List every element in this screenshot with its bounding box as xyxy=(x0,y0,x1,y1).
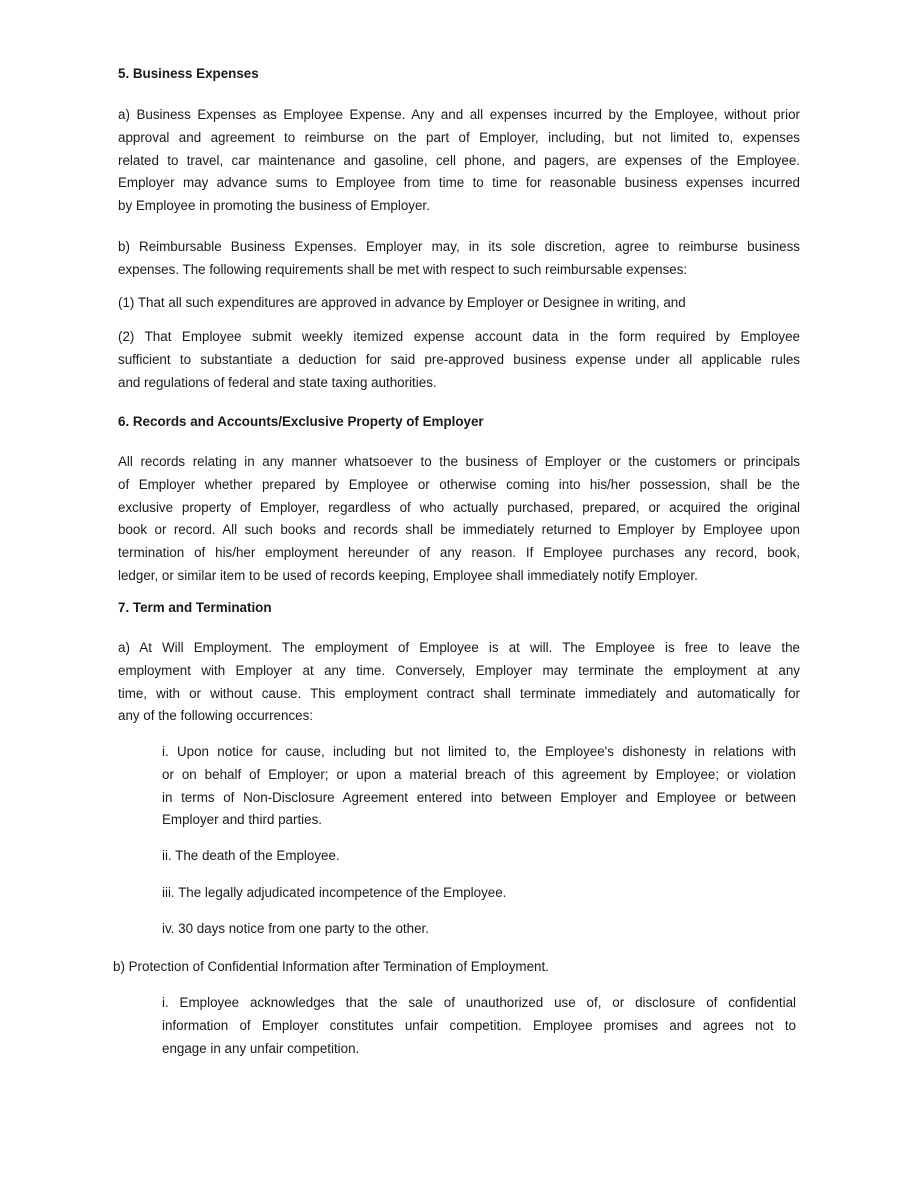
text-line: ledger, or similar item to be used of records keeping, Employee shall immediately notify Employer. xyxy=(118,567,698,583)
text-line: Employer and third parties. xyxy=(162,812,323,828)
section-heading-7: 7. Term and Termination xyxy=(118,600,272,615)
text-line: related to travel, car maintenance and gasoline, cell phone, and pagers, are expenses of the Employee. xyxy=(118,152,800,168)
text-line: iv. 30 days notice from one party to the other. xyxy=(162,921,429,936)
text-line: by Employee in promoting the business of Employer. xyxy=(118,198,430,214)
text-line: (1) That all such expenditures are approved in advance by Employer or Designee in writing, and xyxy=(118,295,686,310)
text-line: and regulations of federal and state taxing authorities. xyxy=(118,374,437,390)
paragraph-5a xyxy=(118,104,800,218)
text-line: of Employer whether prepared by Employee or otherwise coming into his/her possession, shall be the xyxy=(118,476,800,492)
paragraph-5b-1 xyxy=(118,292,800,315)
text-line: expenses. The following requirements shall be met with respect to such reimbursable expenses: xyxy=(118,261,688,277)
paragraph-7a-i xyxy=(162,741,796,832)
text-line: All records relating in any manner whatsoever to the business of Employer or the customers or principals xyxy=(118,454,800,469)
text-line: iii. The legally adjudicated incompetence of the Employee. xyxy=(162,885,507,900)
text-line: sufficient to substantiate a deduction for said pre-approved business expense under all applicable rules xyxy=(118,351,800,367)
text-line: b) Protection of Confidential Information after Termination of Employment. xyxy=(113,959,549,974)
section-heading-6: 6. Records and Accounts/Exclusive Property of Employer xyxy=(118,414,484,429)
text-line: exclusive property of Employer, regardless of who actually purchased, prepared, or acquired the original xyxy=(118,499,800,515)
paragraph-6 xyxy=(118,451,800,588)
section-heading-5: 5. Business Expenses xyxy=(118,66,259,81)
paragraph-7b xyxy=(113,956,795,979)
paragraph-7a-iv xyxy=(162,918,796,941)
text-line: ii. The death of the Employee. xyxy=(162,848,340,863)
text-line: Employer may advance sums to Employee from time to time for reasonable business expenses incurred xyxy=(118,175,800,191)
text-line: a) At Will Employment. The employment of Employee is at will. The Employee is free to leave the xyxy=(118,640,800,655)
text-line: a) Business Expenses as Employee Expense. Any and all expenses incurred by the Employee, without prior xyxy=(118,107,800,122)
text-line: approval and agreement to reimburse on the part of Employer, including, but not limited to, expenses xyxy=(118,129,800,145)
text-line: or on behalf of Employer; or upon a material breach of this agreement by Employee; or violation xyxy=(162,766,796,782)
text-line: i. Upon notice for cause, including but not limited to, the Employee's dishonesty in relations with xyxy=(162,744,796,759)
text-line: employment with Employer at any time. Conversely, Employer may terminate the employment at any xyxy=(118,662,800,678)
paragraph-7b-i xyxy=(162,992,796,1060)
text-line: time, with or without cause. This employment contract shall terminate immediately and automatically for xyxy=(118,685,800,701)
text-line: any of the following occurrences: xyxy=(118,708,314,724)
paragraph-7a-iii xyxy=(162,882,796,905)
text-line: engage in any unfair competition. xyxy=(162,1040,360,1056)
paragraph-5b-2 xyxy=(118,326,800,394)
text-line: information of Employer constitutes unfair competition. Employee promises and agrees not to xyxy=(162,1017,796,1033)
text-line: b) Reimbursable Business Expenses. Employer may, in its sole discretion, agree to reimburse business xyxy=(118,239,800,254)
text-line: i. Employee acknowledges that the sale of unauthorized use of, or disclosure of confidential xyxy=(162,995,796,1010)
paragraph-7a xyxy=(118,637,800,728)
paragraph-7a-ii xyxy=(162,845,796,868)
text-line: book or record. All such books and records shall be immediately returned to Employer by Employee upon xyxy=(118,522,800,538)
text-line: in terms of Non-Disclosure Agreement entered into between Employer and Employee or between xyxy=(162,789,796,805)
text-line: termination of his/her employment hereunder of any reason. If Employee purchases any record, book, xyxy=(118,545,800,561)
text-line: (2) That Employee submit weekly itemized expense account data in the form required by Employee xyxy=(118,329,800,344)
paragraph-5b xyxy=(118,236,800,282)
